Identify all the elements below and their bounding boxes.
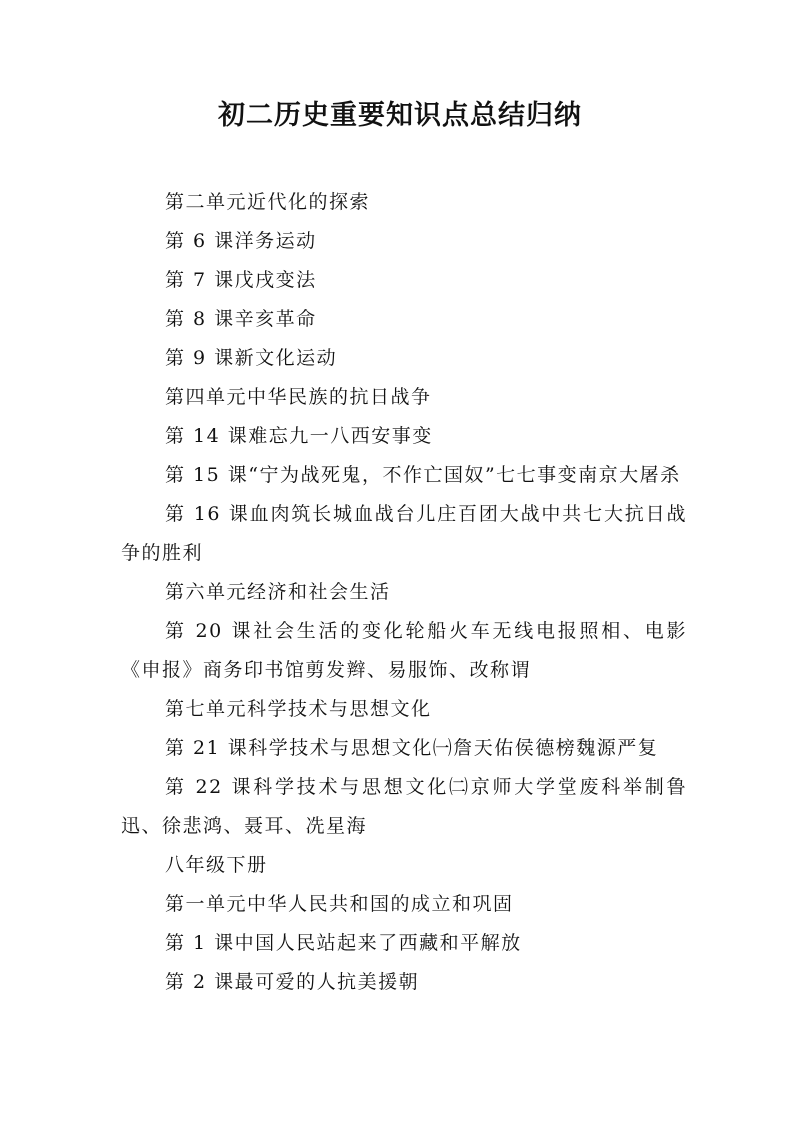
paragraph: 第 8 课辛亥革命 xyxy=(165,308,317,330)
paragraph: 第 14 课难忘九一八西安事变 xyxy=(165,425,433,447)
paragraph: 第 1 课中国人民站起来了西藏和平解放 xyxy=(165,932,522,954)
paragraph: 第 7 课戊戌变法 xyxy=(165,269,317,291)
paragraph: 第 22 课科学技术与思想文化㈡京师大学堂废科举制鲁迅、徐悲鸿、聂耳、冼星海 xyxy=(121,776,687,837)
paragraph: 第 15 课“宁为战死鬼，不作亡国奴”七七事变南京大屠杀 xyxy=(165,464,681,486)
paragraph: 第七单元科学技术与思想文化 xyxy=(165,698,432,720)
paragraph: 第 9 课新文化运动 xyxy=(165,347,338,369)
paragraph: 第二单元近代化的探索 xyxy=(165,191,371,213)
paragraph: 第 20 课社会生活的变化轮船火车无线电报照相、电影《申报》商务印书馆剪发辫、易服饰、改称谓 xyxy=(121,620,687,681)
paragraph: 第六单元经济和社会生活 xyxy=(165,581,391,603)
paragraph: 八年级下册 xyxy=(165,854,268,876)
paragraph: 第四单元中华民族的抗日战争 xyxy=(165,386,432,408)
paragraph: 第 6 课洋务运动 xyxy=(165,230,317,252)
paragraph: 第一单元中华人民共和国的成立和巩固 xyxy=(165,893,514,915)
document-body xyxy=(121,183,687,1002)
paragraph: 第 16 课血肉筑长城血战台儿庄百团大战中共七大抗日战争的胜利 xyxy=(121,503,687,564)
paragraph: 第 21 课科学技术与思想文化㈠詹天佑侯德榜魏源严复 xyxy=(165,737,659,759)
paragraph: 第 2 课最可爱的人抗美援朝 xyxy=(165,971,420,993)
page-title: 初二历史重要知识点总结归纳 xyxy=(218,100,582,131)
